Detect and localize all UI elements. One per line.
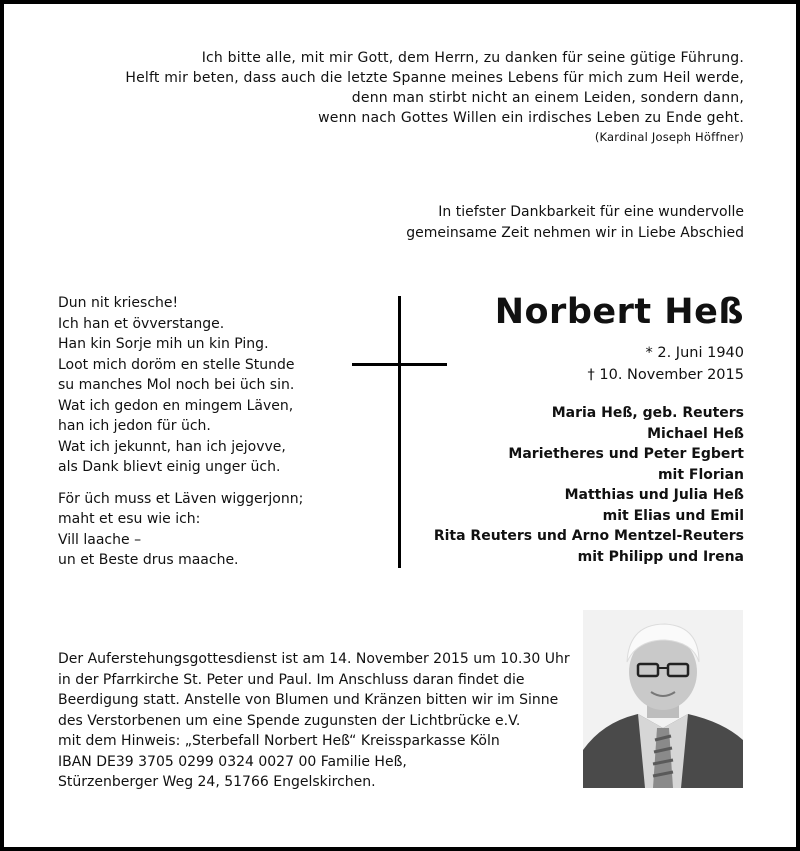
quote-attribution: (Kardinal Joseph Höffner) [594,130,744,144]
poem-line: Ich han et övverstange. [58,315,225,332]
thanks-line: In tiefster Dankbarkeit für eine wundervolle [438,204,744,220]
service-info [58,649,570,793]
quote-line: denn man stirbt nicht an einem Leiden, sondern dann, [351,90,744,106]
service-line: IBAN DE39 3705 0299 0324 0027 00 Familie Heß, [58,753,407,770]
service-line: des Verstorbenen um eine Spende zugunsten der Lichtbrücke e.V. [58,712,521,729]
poem-line: Loot mich doröm en stelle Stunde [58,356,295,373]
poem-line: Wat ich jekunnt, han ich jejovve, [58,438,286,455]
poem-line: su manches Mol noch bei üch sin. [58,377,295,393]
poem-line: Han kin Sorje mih un kin Ping. [58,336,269,352]
mourner-line: Michael Heß [647,425,744,442]
mourner-line: Matthias und Julia Heß [564,487,744,503]
poem-line: han ich jedon für üch. [58,418,211,434]
thanks-block [406,202,744,243]
deceased-name: Norbert Heß [494,292,744,332]
poem-line: maht et esu wie ich: [58,511,201,527]
mourner-line: mit Florian [657,466,744,483]
mourner-line: Maria Heß, geb. Reuters [551,405,744,421]
poem-line: als Dank blievt einig unger üch. [58,459,281,475]
portrait-illustration [583,610,743,788]
mourner-line: Marietheres und Peter Egbert [508,446,744,462]
quote-line: wenn nach Gottes Willen ein irdisches Leben zu Ende geht. [318,110,744,126]
mourner-line: mit Elias und Emil [602,507,744,524]
service-line: in der Pfarrkirche St. Peter und Paul. Im Anschluss daran findet die [58,671,525,688]
poem-stanza-2 [58,489,303,571]
cross-horizontal-bar [352,363,447,366]
birth-date: * 2. Juni 1940 [645,345,744,361]
death-date: † 10. November 2015 [587,367,744,383]
service-line: Der Auferstehungsgottesdienst ist am 14. November 2015 um 10.30 Uhr [58,651,570,667]
poem-line: Wat ich gedon en mingem Läven, [58,397,294,414]
quote-line: Helft mir beten, dass auch die letzte Spanne meines Lebens für mich zum Heil werde, [125,70,744,86]
mourner-line: mit Philipp und Irena [577,548,744,565]
service-line: Stürzenberger Weg 24, 51766 Engelskirchen. [58,774,376,790]
thanks-line: gemeinsame Zeit nehmen wir in Liebe Abschied [406,224,744,241]
service-line: Beerdigung statt. Anstelle von Blumen und Kränzen bitten wir im Sinne [58,692,559,708]
poem-line: un et Beste drus maache. [58,552,239,568]
quote-line: Ich bitte alle, mit mir Gott, dem Herrn, zu danken für seine gütige Führung. [201,50,744,66]
poem-block [58,293,303,582]
poem-line: Vill laache – [58,531,142,548]
life-dates [588,342,744,386]
quote-block [125,48,744,146]
cross-vertical-bar [398,296,401,568]
poem-line: För üch muss et Läven wiggerjonn; [58,490,304,507]
service-line: mit dem Hinweis: „Sterbefall Norbert Heß“ Kreissparkasse Köln [58,733,500,749]
mourners-list [434,403,744,567]
poem-line: Dun nit kriesche! [58,295,179,311]
mourner-line: Rita Reuters und Arno Mentzel-Reuters [433,528,744,544]
poem-stanza-1 [58,293,303,478]
portrait-photo [583,610,743,788]
